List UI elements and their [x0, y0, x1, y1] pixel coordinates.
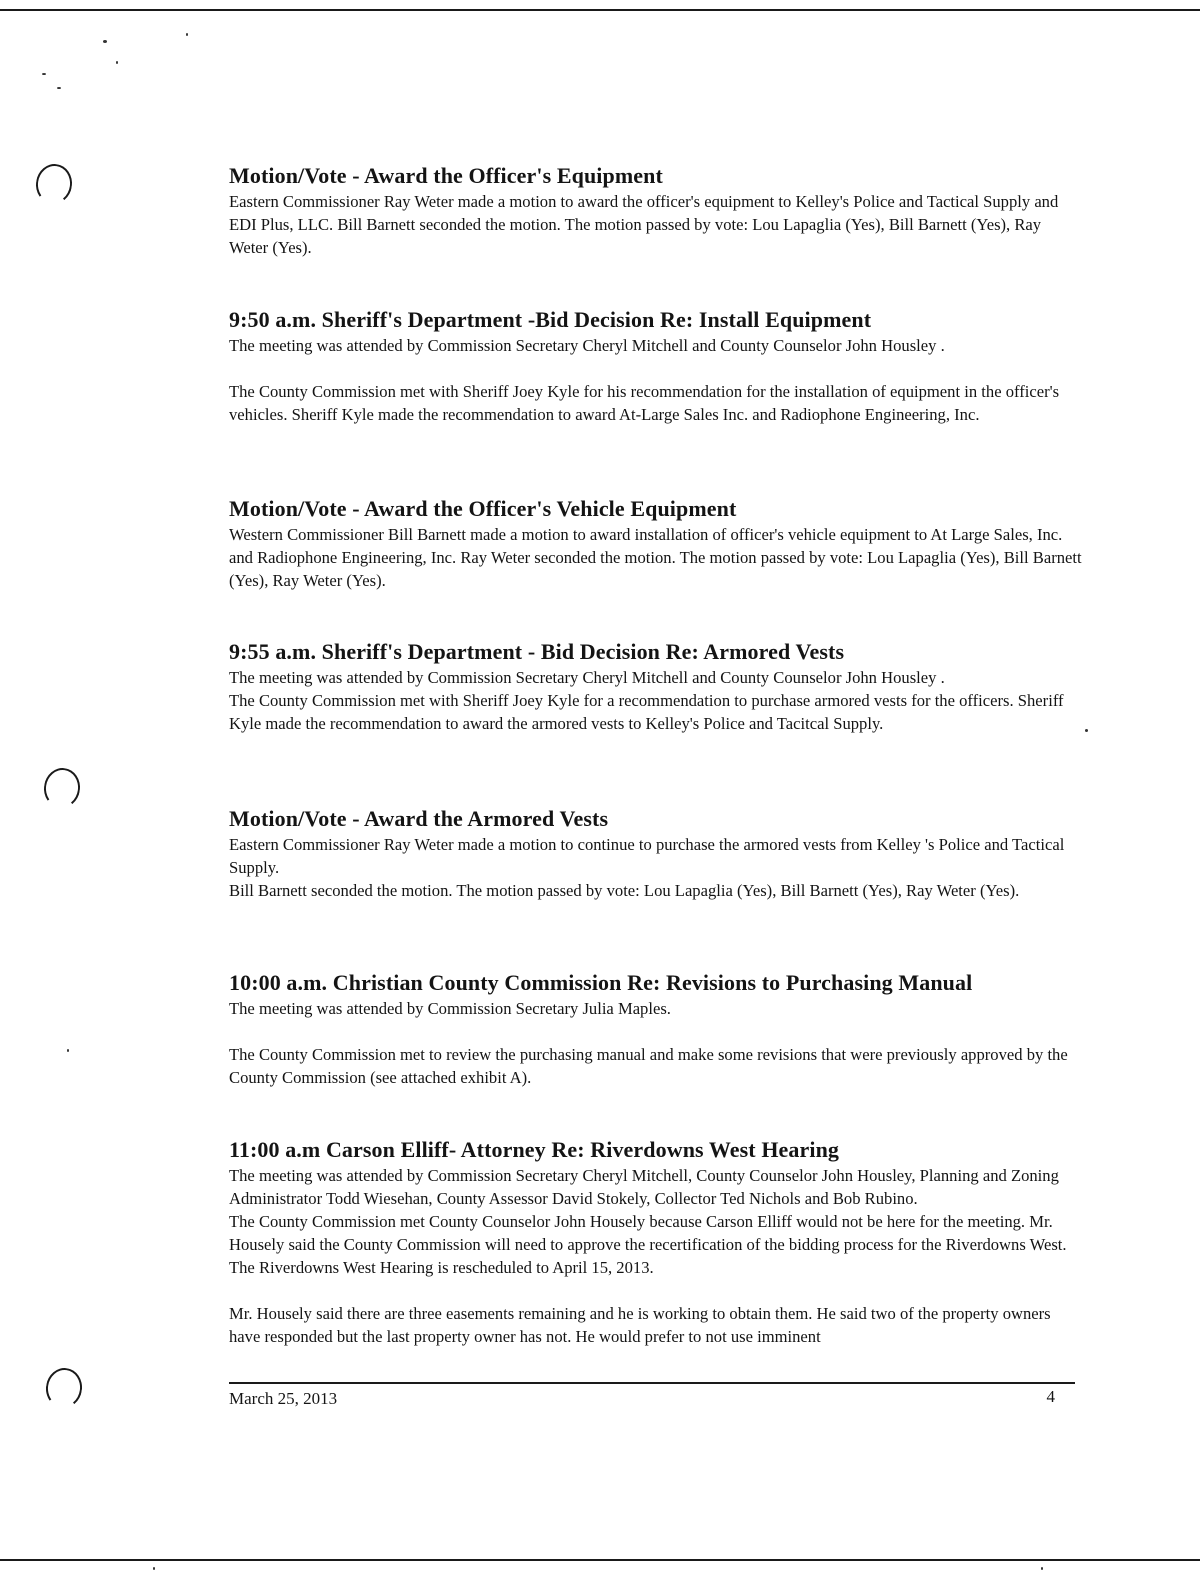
punch-hole-bottom: [43, 1366, 84, 1411]
section-heading: 10:00 a.m. Christian County Commission Re: Revisions to Purchasing Manual: [229, 970, 973, 995]
section-paragraph: Bill Barnett seconded the motion. The motion passed by vote: Lou Lapaglia (Yes), Bill Barnett (Yes), Ray Weter (Yes).: [229, 881, 1020, 900]
scan-speck: [186, 33, 188, 36]
section-award-vehicle-equipment: [229, 496, 1084, 592]
section-paragraph: Western Commissioner Bill Barnett made a motion to award installation of officer's vehicle equipment to At Large Sales, Inc. and Radiophone Engineering, Inc. Ray Weter seconded the motion. The motion passed by vote: Lou Lapaglia (Yes), Bill Barnett (Yes), Ray Weter (Yes).: [229, 525, 1082, 590]
section-paragraph: Eastern Commissioner Ray Weter made a motion to award the officer's equipment to Kelley's Police and Tactical Supply and EDI Plus, LLC. Bill Barnett seconded the motion. The motion passed by vote: Lou Lapaglia (Yes), Bill Barnett (Yes), Ray Weter (Yes).: [229, 192, 1059, 257]
section-paragraph: The meeting was attended by Commission Secretary Julia Maples.: [229, 999, 671, 1018]
section-paragraph: The meeting was attended by Commission Secretary Cheryl Mitchell and County Counselor John Housley .: [229, 336, 945, 355]
section-paragraph: The County Commission met County Counselor John Housely because Carson Elliff would not be here for the meeting. Mr. Housely said the County Commission will need to approve the recertification of the bidding process for the Riverdowns West. The Riverdowns West Hearing is rescheduled to April 15, 2013.: [229, 1212, 1067, 1277]
scan-speck: [57, 87, 61, 89]
section-heading: 9:50 a.m. Sheriff's Department -Bid Decision Re: Install Equipment: [229, 307, 872, 332]
scan-speck: [103, 40, 107, 43]
scan-speck: [67, 1049, 69, 1052]
section-purchasing-manual: [229, 970, 1084, 1089]
section-heading: Motion/Vote - Award the Armored Vests: [229, 806, 609, 831]
section-award-officers-equipment: [229, 163, 1084, 259]
section-award-armored-vests: [229, 806, 1084, 902]
top-border-line: [0, 9, 1200, 11]
punch-hole-top: [33, 162, 74, 207]
punch-hole-middle: [41, 766, 82, 811]
section-paragraph: The County Commission met to review the purchasing manual and make some revisions that were previously approved by the County Commission (see attached exhibit A).: [229, 1045, 1068, 1087]
bottom-border-line: [0, 1559, 1200, 1561]
section-paragraph: The County Commission met with Sheriff Joey Kyle for a recommendation to purchase armored vests for the officers. Sheriff Kyle made the recommendation to award the armored vests to Kelley's Police and Tacitcal Supply.: [229, 691, 1064, 733]
scan-speck: [42, 73, 46, 75]
scan-speck: [1085, 729, 1088, 732]
section-heading: Motion/Vote - Award the Officer's Vehicle Equipment: [229, 496, 737, 521]
section-armored-vests-bid: [229, 639, 1084, 735]
section-heading: Motion/Vote - Award the Officer's Equipment: [229, 163, 663, 188]
section-paragraph: Eastern Commissioner Ray Weter made a motion to continue to purchase the armored vests from Kelley 's Police and Tactical Supply.: [229, 835, 1065, 877]
scan-speck: [1041, 1567, 1043, 1570]
section-paragraph: The County Commission met with Sheriff Joey Kyle for his recommendation for the installation of equipment in the officer's vehicles. Sheriff Kyle made the recommendation to award At-Large Sales Inc. and Radiophone Engineering, Inc.: [229, 382, 1060, 424]
page-footer: [229, 1382, 1075, 1408]
section-paragraph: Mr. Housely said there are three easements remaining and he is working to obtain them. He said two of the property owners have responded but the last property owner has not. He would prefer to not use imminent: [229, 1304, 1051, 1346]
scan-speck: [116, 61, 118, 64]
page-number: 4: [1046, 1387, 1055, 1406]
section-install-equipment: [229, 307, 1084, 426]
section-heading: 11:00 a.m Carson Elliff- Attorney Re: Riverdowns West Hearing: [229, 1137, 840, 1162]
scan-speck: [153, 1567, 155, 1570]
section-paragraph: The meeting was attended by Commission Secretary Cheryl Mitchell and County Counselor John Housley .: [229, 668, 945, 687]
section-riverdowns-west-hearing: [229, 1137, 1084, 1348]
section-paragraph: The meeting was attended by Commission Secretary Cheryl Mitchell, County Counselor John Housley, Planning and Zoning Administrator Todd Wiesehan, County Assessor David Stokely, Collector Ted Nichols and Bob Rubino.: [229, 1166, 1059, 1208]
section-heading: 9:55 a.m. Sheriff's Department - Bid Decision Re: Armored Vests: [229, 639, 845, 664]
footer-date: March 25, 2013: [229, 1389, 338, 1408]
